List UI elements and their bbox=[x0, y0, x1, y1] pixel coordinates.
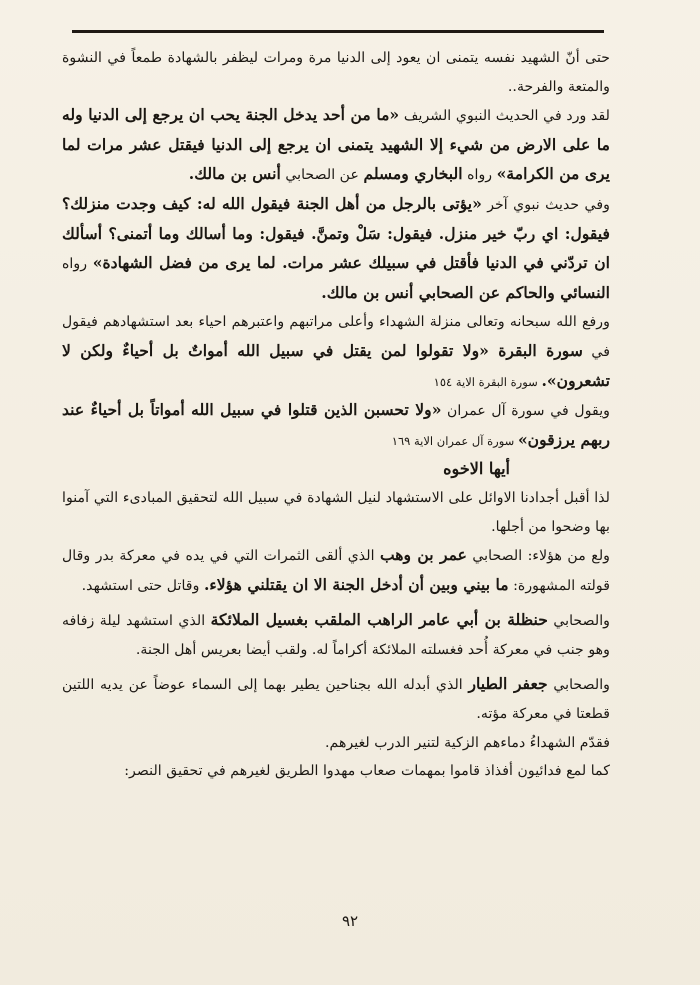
paragraph-martyrs-blood bbox=[62, 729, 610, 758]
quran-verse: «ولا تحسبن الذين قتلوا في سبيل الله أمواتاً بل أحياءٌ عند ربهم يرزقون» bbox=[62, 400, 610, 449]
paragraph-omar bbox=[62, 541, 610, 600]
paragraph-martyr-wish bbox=[62, 44, 610, 101]
text: الذي استشهد ليلة زفافه وهو جنب في معركة أُحد فغسلته الملائكة أكراماً له. ولقب أيضا بعريس أهل الجنة. bbox=[62, 613, 610, 658]
hadith-quote: «يؤتى بالرجل من أهل الجنة فيقول الله له: كيف وجدت منزلك؟ فيقول: اي ربّ خير منزل. فيقول: سَلْ وتمنَّ. فيقول: وما أسالك وما أتمنى؟ أسألك ان تردّني في الدنيا فأقتل في سبيلك عشر مرات. لما يرى من فضل الشهادة» bbox=[62, 193, 610, 273]
text: لذا أقبل أجدادنا الاوائل على الاستشهاد لنيل الشهادة في سبيل الله لتحقيق المبادىء التي آمنوا بها وضحوا من أجلها. bbox=[62, 489, 610, 535]
text: ويقول في سورة آل عمران bbox=[441, 403, 610, 420]
text: كما لمع فدائيون أفذاذ قاموا بمهمات صعاب مهدوا الطريق لغيرهم في تحقيق النصر: bbox=[124, 763, 610, 780]
text: ورفع الله سبحانه وتعالى منزلة الشهداء وأعلى مراتبهم واعتبرهم احياء بعد استشهادهم فيقول في bbox=[62, 314, 610, 360]
paragraph-fedayeen bbox=[62, 757, 610, 786]
text: رواه bbox=[462, 167, 497, 184]
paragraph-hadith-1 bbox=[62, 101, 610, 190]
text: رواه bbox=[62, 256, 93, 273]
narrators: النسائي والحاكم عن الصحابي أنس بن مالك. bbox=[321, 282, 610, 302]
paragraph-quran-imran bbox=[62, 396, 610, 455]
text: والصحابي bbox=[547, 613, 610, 630]
text: عن الصحابي bbox=[280, 167, 364, 184]
text: فقدّم الشهداءُ دماءهم الزكية لتنير الدرب لغيرهم. bbox=[325, 734, 610, 751]
companion-name: عمر بن وهب bbox=[379, 545, 467, 565]
page-body bbox=[62, 44, 610, 786]
hadith-quote: «ما من أحد يدخل الجنة يحب ان يرجع إلى الدنيا وله ما على الارض من شيء إلا الشهيد يتمنى ان يرجع إلى الدنيا فيقتل عشر مرات لما يرى من الكرامة» bbox=[62, 105, 610, 184]
text: حتى أنّ الشهيد نفسه يتمنى ان يعود إلى الدنيا مرة ومرات ليظفر بالشهادة طمعاً في النشوة والمتعة والفرحة.. bbox=[62, 50, 610, 95]
text: وفي حديث نبوي آخر bbox=[481, 196, 610, 213]
paragraph-ancestors bbox=[62, 484, 610, 541]
paragraph-quran-baqara bbox=[62, 308, 610, 396]
text: والصحابي bbox=[547, 677, 611, 694]
text: وقاتل حتى استشهد. bbox=[81, 577, 204, 594]
narrators: البخاري ومسلم bbox=[363, 164, 463, 184]
text: الذي ألقى الثمرات التي في يده في معركة بدر وقال قولته المشهورة: bbox=[62, 548, 610, 594]
section-heading: أيها الاخوه bbox=[443, 459, 510, 479]
paragraph-jafar bbox=[62, 670, 610, 728]
companion-name: أنس بن مالك. bbox=[188, 164, 281, 184]
paragraph-hanzala bbox=[62, 606, 610, 664]
page-number: ٩٢ bbox=[341, 912, 359, 930]
verse-reference: سورة آل عمران الاية ١٦٩ bbox=[391, 433, 518, 448]
paragraph-hadith-2 bbox=[62, 190, 610, 308]
verse-reference: سورة البقرة الاية ١٥٤ bbox=[433, 374, 542, 389]
quran-verse: سورة البقرة «ولا تقولوا لمن يقتل في سبيل الله أمواتٌ بل أحياءٌ ولكن لا تشعرون». bbox=[62, 340, 610, 390]
text: ولع من هؤلاء: الصحابي bbox=[466, 548, 610, 565]
companion-name: حنظلة بن أبي عامر الراهب الملقب بغسيل الملائكة bbox=[210, 610, 548, 630]
text: لقد ورد في الحديث النبوي الشريف bbox=[399, 108, 610, 125]
top-rule bbox=[72, 30, 604, 33]
famous-quote: ما بيني وبين أن أدخل الجنة الا ان يقتلني هؤلاء. bbox=[203, 574, 509, 594]
companion-name: جعفر الطيار bbox=[468, 674, 548, 694]
text: الذي أبدله الله بجناحين يطير بهما إلى السماء عوضاً عن يديه اللتين قطعتا في معركة مؤته. bbox=[62, 677, 610, 723]
